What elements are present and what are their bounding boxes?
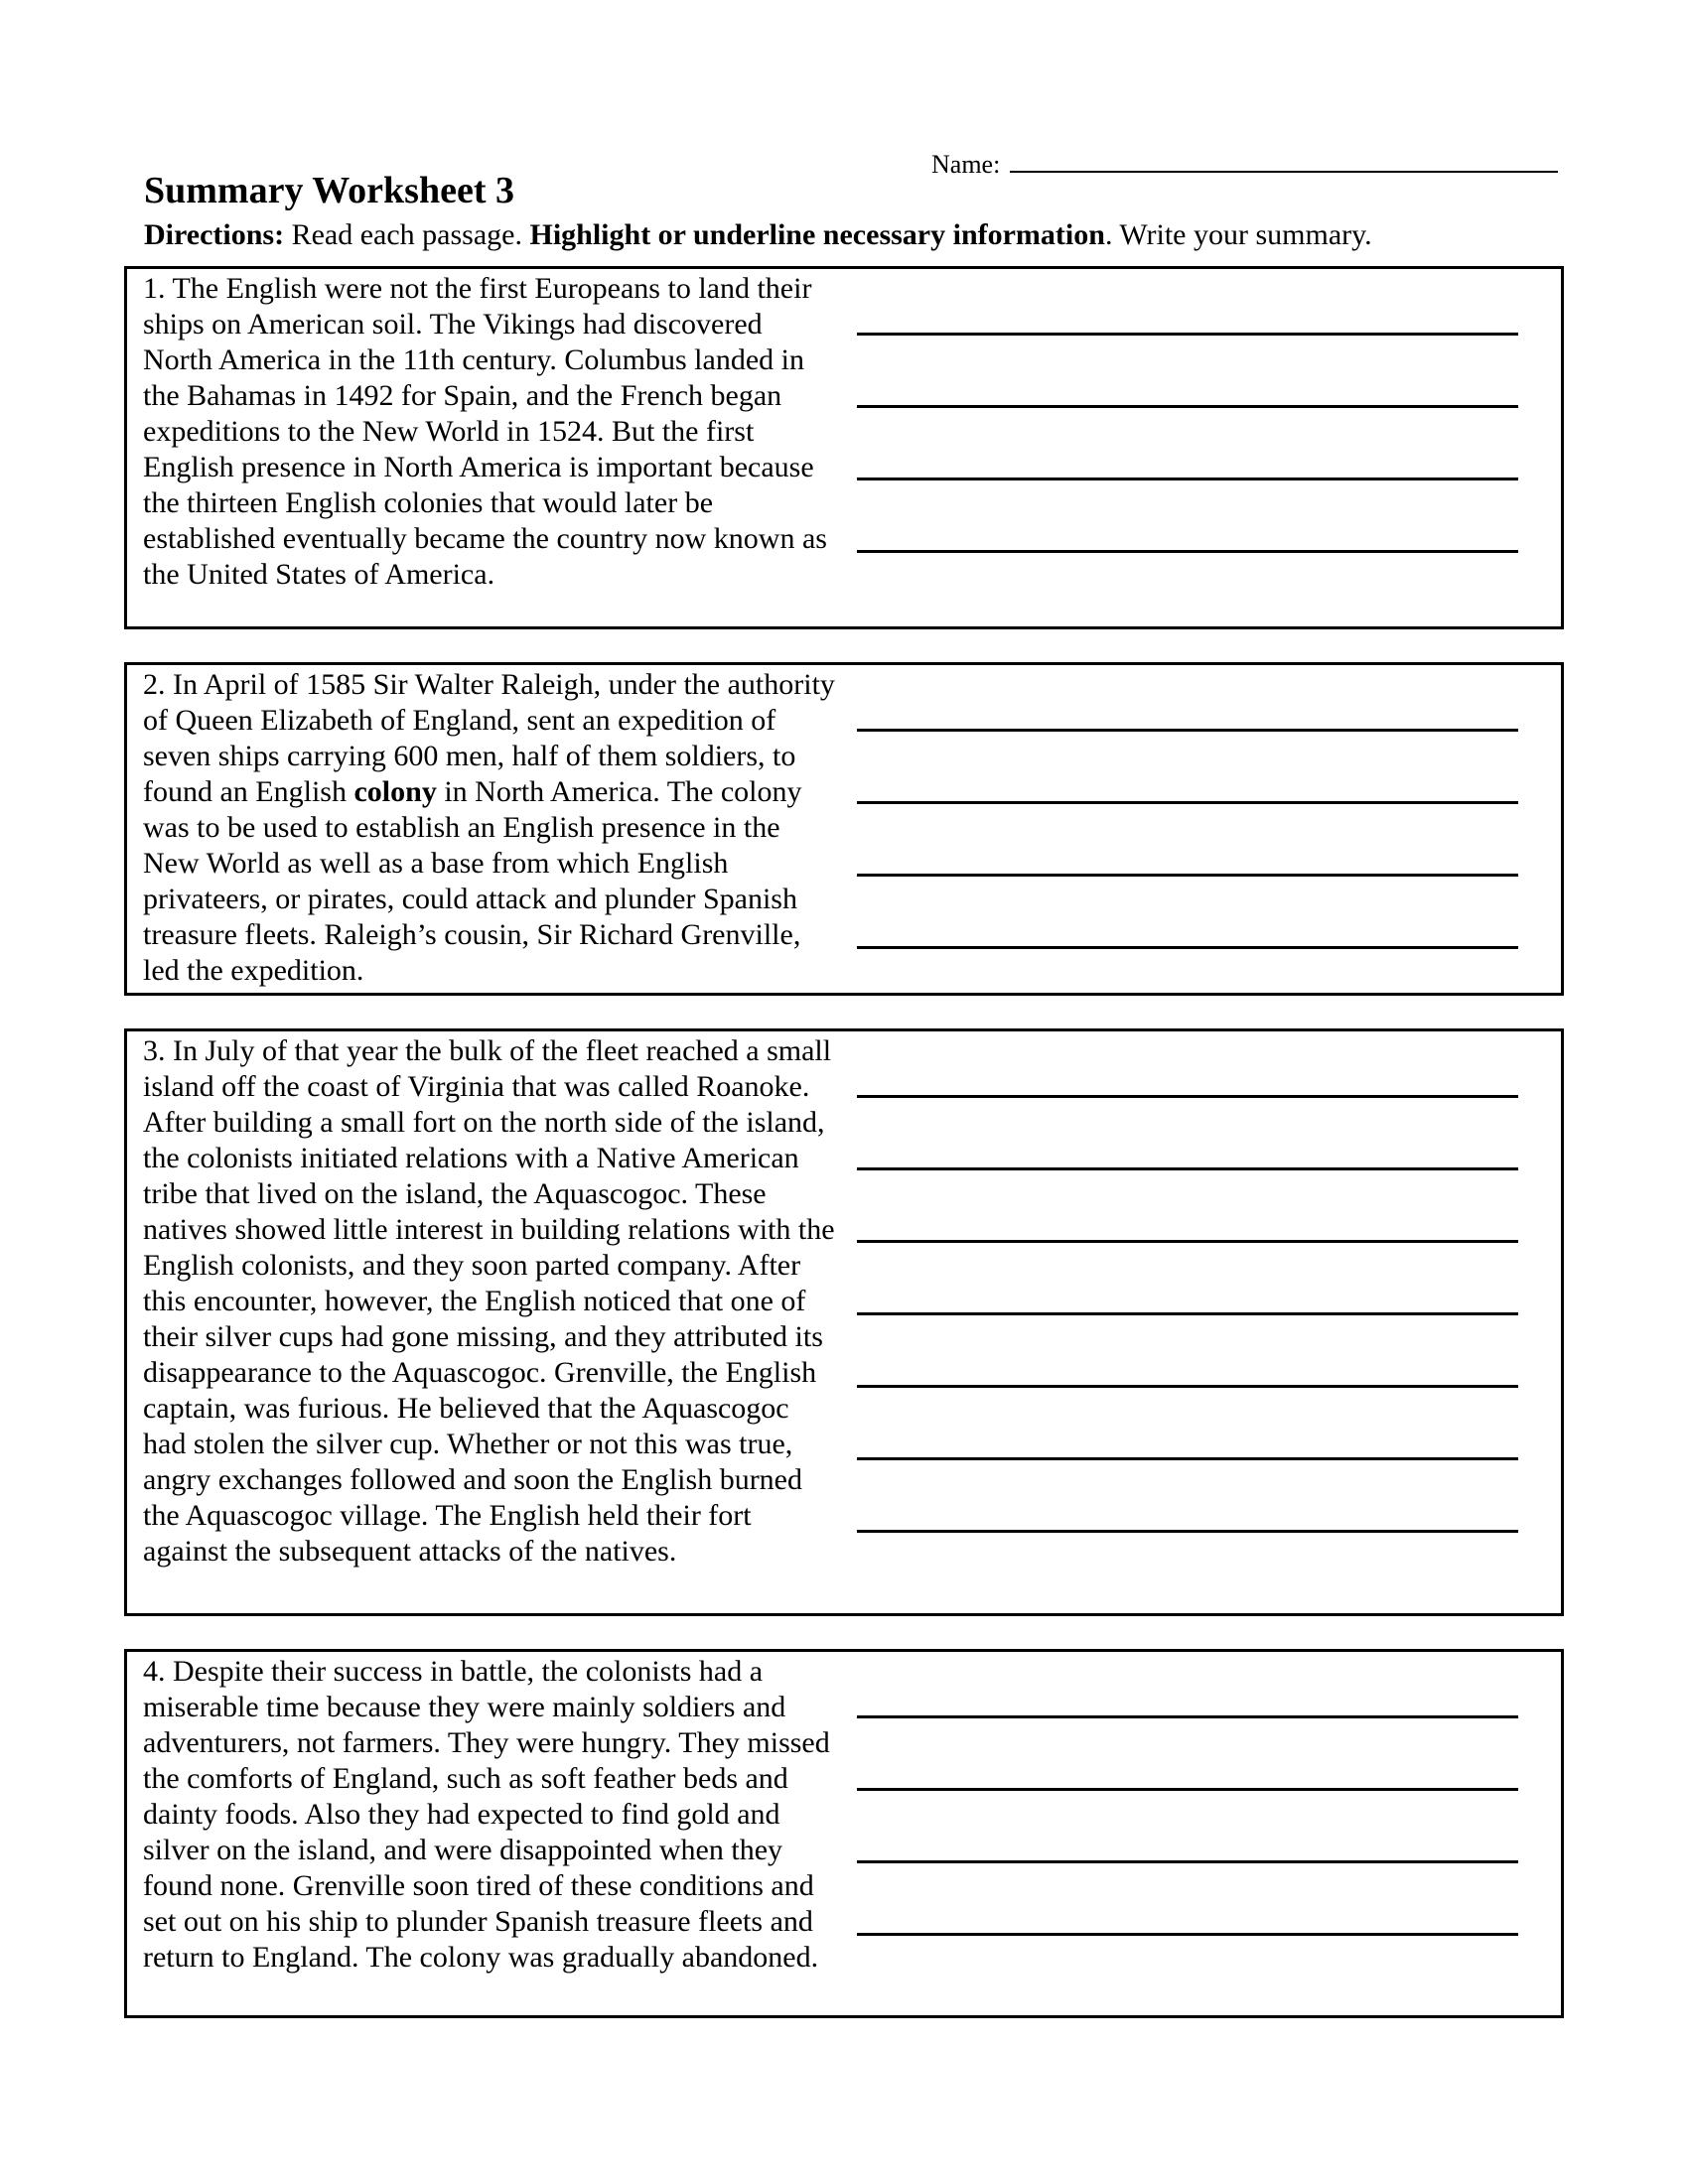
summary-writing-line (857, 1718, 1518, 1791)
passage-3-text (127, 1031, 838, 1573)
summary-writing-line (857, 659, 1518, 732)
passage-box-4 (124, 1649, 1564, 2018)
passage-1-segment: 1. The English were not the first Europeans to land their ships on American soil. The Vikings had discovered North America in the 11th century. Columbus landed in the Bahamas in 1492 for Spain, and the French began expeditions to the New World in 1524. But the first English presence in North America is important because the thirteen English colonies that would later be established eventually became the country now known as the United States of America. (143, 272, 827, 591)
passage-2-segment: 2. In April of 1585 Sir Walter Raleigh, under the authority of Queen Elizabeth of England, sent an expedition of seven ships carrying 600 men, half of them soldiers, to found an English (143, 668, 835, 808)
name-label: Name: (931, 150, 1001, 179)
passage-box-2 (124, 662, 1564, 996)
summary-writing-line (857, 480, 1518, 553)
passage-3-segment: 3. In July of that year the bulk of the fleet reached a small island off the coast of Virginia that was called Roanoke. After building a small fort on the north side of the island, the colonists initiated relations with a Native American tribe that lived on the island, the Aquascogoc. These natives showed little interest in building relations with the English colonists, and they soon parted company. After this encounter, however, the English noticed that one of their silver cups had gone missing, and they attributed its disappearance to the Aquascogoc. Grenville, the English captain, was furious. He believed that the Aquascogoc had stolen the silver cup. Whether or not this was true, angry exchanges followed and soon the English burned the Aquascogoc village. The English held their fort against the subsequent attacks of the natives. (143, 1034, 835, 1568)
passage-2-text (127, 665, 838, 993)
passage-3-summary-lines (857, 1025, 1518, 1533)
summary-writing-line (857, 1315, 1518, 1388)
passage-box-1 (124, 266, 1564, 629)
passage-4-segment: 4. Despite their success in battle, the colonists had a miserable time because they were mainly soldiers and adventurers, not farmers. They were hungry. They missed the comforts of England, such as soft feather beds and dainty foods. Also they had expected to find gold and silver on the island, and were disappointed when they found none. Grenville soon tired of these conditions and set out on his ship to plunder Spanish treasure fleets and return to England. The colony was gradually abandoned. (143, 1655, 830, 1974)
summary-writing-line (857, 732, 1518, 804)
passage-1-text (127, 269, 838, 597)
directions-text-end: . Write your summary. (1104, 218, 1372, 251)
passage-box-3 (124, 1028, 1564, 1616)
summary-writing-line (857, 1863, 1518, 1936)
passage-4-text (127, 1652, 838, 1979)
summary-writing-line (857, 1388, 1518, 1460)
summary-writing-line (857, 804, 1518, 877)
summary-writing-line (857, 263, 1518, 336)
summary-writing-line (857, 1791, 1518, 1863)
passage-2-segment: in North America. The colony was to be used to establish an English presence in the New World as well as a base from which English privateers, or pirates, could attack and plunder Spanish treasure fleets. Raleigh’s cousin, Sir Richard Grenville, led the expedition. (143, 775, 802, 987)
summary-writing-line (857, 1243, 1518, 1315)
summary-writing-line (857, 1646, 1518, 1718)
summary-writing-line (857, 1460, 1518, 1533)
passage-list (124, 266, 1564, 2051)
passage-2-bold-word: colony (353, 775, 437, 808)
directions (144, 218, 1372, 252)
directions-text: Read each passage. (284, 218, 530, 251)
directions-bold-text: Highlight or underline necessary information (529, 218, 1105, 251)
name-blank-line (1010, 145, 1558, 173)
summary-writing-line (857, 408, 1518, 480)
summary-writing-line (857, 1170, 1518, 1243)
summary-writing-line (857, 877, 1518, 949)
passage-4-summary-lines (857, 1646, 1518, 1936)
page-title: Summary Worksheet 3 (144, 170, 514, 211)
summary-writing-line (857, 1025, 1518, 1098)
directions-label: Directions: (144, 218, 285, 251)
name-row (931, 145, 1558, 180)
passage-1-summary-lines (857, 263, 1518, 553)
summary-writing-line (857, 336, 1518, 408)
passage-2-summary-lines (857, 659, 1518, 949)
summary-writing-line (857, 1098, 1518, 1170)
